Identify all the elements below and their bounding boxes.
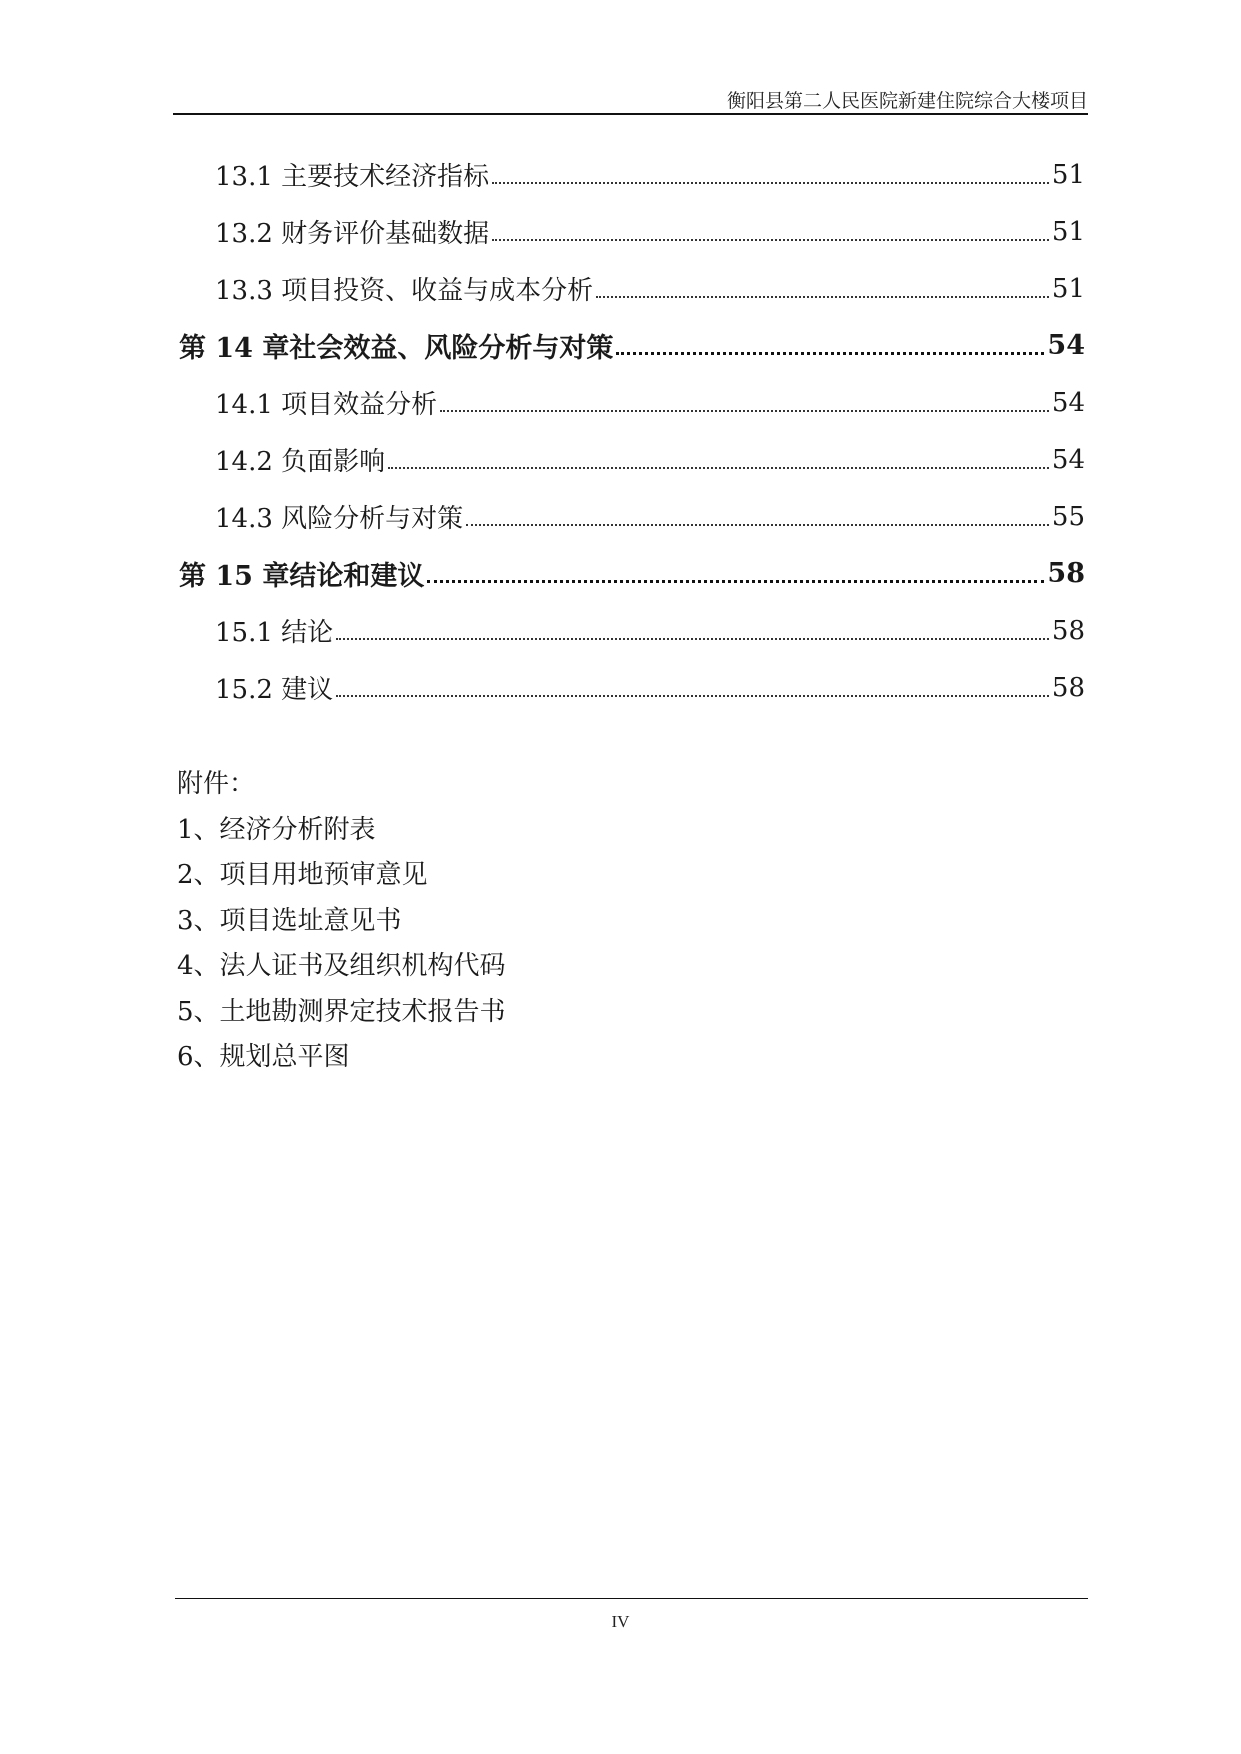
page-number: IV bbox=[611, 1612, 630, 1631]
toc-entry-label: 13.2 财务评价基础数据 bbox=[215, 219, 490, 249]
attachments-title: 附件： bbox=[177, 769, 256, 799]
toc-dot-leader bbox=[492, 182, 1049, 184]
toc-dot-leader bbox=[427, 580, 1044, 583]
attachment-item: 2、项目用地预审意见 bbox=[177, 860, 428, 890]
attachment-item: 4、法人证书及组织机构代码 bbox=[177, 951, 506, 981]
attachment-item: 6、规划总平图 bbox=[177, 1042, 350, 1072]
toc-dot-leader bbox=[336, 638, 1049, 640]
toc-page-number: 58 bbox=[1051, 615, 1085, 646]
table-of-contents bbox=[179, 146, 1085, 716]
toc-entry-13-2[interactable] bbox=[179, 203, 1085, 260]
toc-entry-chapter-15[interactable] bbox=[179, 545, 1085, 602]
toc-entry-15-2[interactable] bbox=[179, 659, 1085, 716]
toc-dot-leader bbox=[596, 296, 1049, 298]
toc-entry-14-2[interactable] bbox=[179, 431, 1085, 488]
attachment-item: 3、项目选址意见书 bbox=[177, 905, 402, 936]
toc-entry-label: 14.2 负面影响 bbox=[215, 447, 386, 477]
attachments-list bbox=[177, 762, 506, 1081]
toc-entry-label: 13.1 主要技术经济指标 bbox=[215, 162, 490, 192]
toc-dot-leader bbox=[440, 410, 1049, 412]
toc-entry-label: 13.3 项目投资、收益与成本分析 bbox=[215, 276, 594, 306]
header-rule bbox=[173, 113, 1088, 115]
toc-page-number: 58 bbox=[1051, 672, 1085, 703]
toc-page-number: 51 bbox=[1051, 216, 1085, 247]
attachment-item: 5、土地勘测界定技术报告书 bbox=[177, 996, 506, 1027]
running-header: 衡阳县第二人民医院新建住院综合大楼项目 bbox=[726, 90, 1088, 112]
toc-page-number: 51 bbox=[1051, 273, 1085, 304]
toc-entry-label: 14.3 风险分析与对策 bbox=[215, 504, 464, 534]
toc-page-number: 51 bbox=[1051, 159, 1085, 190]
toc-entry-13-3[interactable] bbox=[179, 260, 1085, 317]
toc-chapter-label: 第 14 章社会效益、风险分析与对策 bbox=[179, 333, 614, 364]
toc-entry-15-1[interactable] bbox=[179, 602, 1085, 659]
toc-dot-leader bbox=[388, 467, 1049, 469]
footer-rule bbox=[175, 1598, 1088, 1599]
toc-entry-label: 14.1 项目效益分析 bbox=[215, 390, 438, 420]
toc-entry-14-1[interactable] bbox=[179, 374, 1085, 431]
toc-dot-leader bbox=[336, 695, 1049, 697]
toc-page-number: 58 bbox=[1047, 558, 1085, 589]
toc-page-number: 55 bbox=[1051, 501, 1085, 532]
toc-page-number: 54 bbox=[1047, 330, 1085, 361]
toc-page-number: 54 bbox=[1051, 387, 1085, 418]
toc-page-number: 54 bbox=[1051, 444, 1085, 475]
toc-entry-label: 15.2 建议 bbox=[215, 675, 334, 705]
toc-entry-chapter-14[interactable] bbox=[179, 317, 1085, 374]
toc-chapter-label: 第 15 章结论和建议 bbox=[179, 561, 425, 592]
toc-dot-leader bbox=[466, 524, 1049, 526]
toc-entry-14-3[interactable] bbox=[179, 488, 1085, 545]
toc-dot-leader bbox=[616, 352, 1044, 355]
toc-entry-label: 15.1 结论 bbox=[215, 618, 334, 648]
attachment-item: 1、经济分析附表 bbox=[177, 814, 376, 845]
toc-entry-13-1[interactable] bbox=[179, 146, 1085, 203]
toc-dot-leader bbox=[492, 239, 1049, 241]
